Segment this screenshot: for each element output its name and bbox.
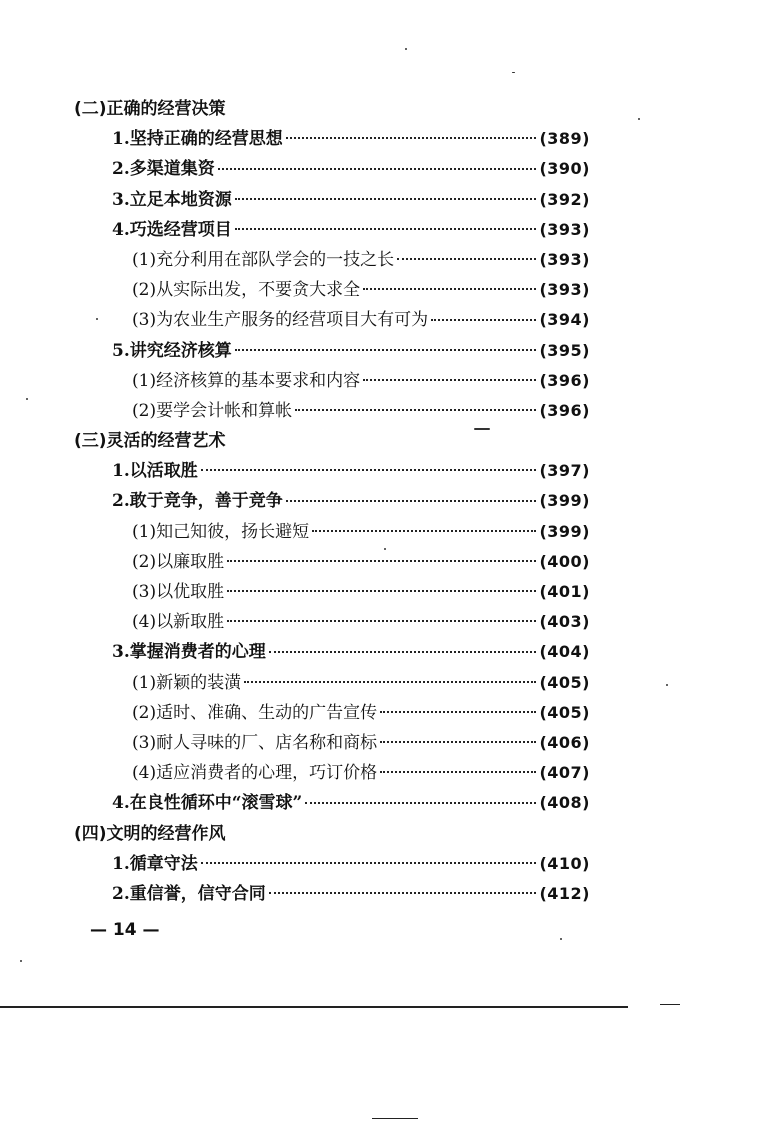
dot-leader — [431, 319, 536, 321]
toc-page-number: (405) — [539, 702, 590, 722]
bottom-rule-short — [660, 1004, 680, 1005]
toc-entry-title: (4)适应消费者的心理，巧订价格 — [132, 763, 378, 784]
toc-entry-title: (1)知己知彼，扬长避短 — [132, 521, 310, 542]
toc-entry — [74, 879, 590, 909]
toc-page-number: (397) — [539, 461, 590, 481]
dot-leader — [363, 379, 536, 381]
dot-leader — [380, 711, 536, 713]
dot-leader — [227, 590, 536, 592]
toc-page-number: (389) — [539, 129, 590, 149]
toc-page-number: (410) — [539, 853, 590, 873]
toc-entry — [74, 849, 590, 879]
toc-entry-title: 1.以活取胜 — [112, 461, 198, 482]
toc-section-heading — [74, 426, 590, 456]
toc-entry-title: 3.掌握消费者的心理 — [112, 642, 266, 663]
bottom-rule — [0, 1006, 628, 1008]
toc-page-number: (392) — [539, 189, 590, 209]
dot-leader — [201, 862, 537, 864]
dot-leader — [286, 137, 537, 139]
toc-page-number: (404) — [539, 642, 590, 662]
toc-section-heading — [74, 819, 590, 849]
toc-entry — [74, 577, 590, 607]
toc-page-number: (394) — [539, 310, 590, 330]
scan-speck — [405, 48, 407, 50]
toc-entry — [74, 728, 590, 758]
toc-entry — [74, 637, 590, 667]
toc-entry-title: (4)以新取胜 — [132, 612, 225, 633]
scan-speck — [20, 960, 22, 962]
toc-entry-title: (3)耐人寻味的厂、店名称和商标 — [132, 732, 378, 753]
toc-entry — [74, 305, 590, 335]
table-of-contents — [74, 94, 590, 909]
toc-entry-title: 2.敢于竞争，善于竞争 — [112, 491, 283, 512]
toc-entry-title: 1.坚持正确的经营思想 — [112, 129, 283, 150]
scan-speck — [638, 118, 640, 120]
toc-entry-title: (2)从实际出发，不要贪大求全 — [132, 280, 361, 301]
toc-entry — [74, 124, 590, 154]
toc-entry-title: 2.多渠道集资 — [112, 159, 215, 180]
toc-entry-title: 3.立足本地资源 — [112, 189, 232, 210]
toc-page-number: (406) — [539, 732, 590, 752]
toc-page-number: (412) — [539, 883, 590, 903]
dot-leader — [380, 741, 536, 743]
dot-leader — [295, 409, 536, 411]
toc-page-number: (393) — [539, 249, 590, 269]
toc-entry-title: 1.循章守法 — [112, 853, 198, 874]
scan-speck — [512, 72, 515, 73]
toc-entry — [74, 486, 590, 516]
toc-entry-title: 4.巧选经营项目 — [112, 219, 232, 240]
toc-entry-title: 5.讲究经济核算 — [112, 340, 232, 361]
dot-leader — [201, 469, 537, 471]
toc-entry — [74, 215, 590, 245]
toc-entry — [74, 245, 590, 275]
toc-section-heading — [74, 94, 590, 124]
toc-entry — [74, 396, 590, 426]
dot-leader — [244, 681, 536, 683]
toc-entry — [74, 517, 590, 547]
toc-entry-title: (2)以廉取胜 — [132, 551, 225, 572]
toc-entry — [74, 788, 590, 818]
toc-page-number: (393) — [539, 280, 590, 300]
dot-leader — [235, 228, 537, 230]
scan-speck — [474, 428, 490, 430]
toc-entry-title: (1)经济核算的基本要求和内容 — [132, 370, 361, 391]
toc-entry-title: (1)新颖的装潢 — [132, 672, 242, 693]
scan-speck — [384, 548, 386, 550]
toc-page-number: (395) — [539, 340, 590, 360]
scan-speck — [96, 318, 98, 320]
page-number: — 14 — — [90, 920, 160, 940]
toc-entry-title: 2.重信誉，信守合同 — [112, 883, 266, 904]
toc-entry-title: (2)适时、准确、生动的广告宣传 — [132, 702, 378, 723]
toc-entry — [74, 668, 590, 698]
dot-leader — [218, 168, 537, 170]
toc-page-number: (396) — [539, 370, 590, 390]
toc-page-number: (390) — [539, 159, 590, 179]
dot-leader — [312, 530, 536, 532]
toc-page-number: (399) — [539, 491, 590, 511]
dot-leader — [227, 560, 536, 562]
toc-entry — [74, 275, 590, 305]
toc-page-number: (408) — [539, 793, 590, 813]
toc-entry-title: (三)灵活的经营艺术 — [74, 431, 226, 452]
toc-page-number: (405) — [539, 672, 590, 692]
toc-entry-title: (四)文明的经营作风 — [74, 823, 226, 844]
toc-entry-title: (3)为农业生产服务的经营项目大有可为 — [132, 310, 429, 331]
dot-leader — [380, 771, 536, 773]
dot-leader — [286, 500, 537, 502]
toc-entry-title: (3)以优取胜 — [132, 582, 225, 602]
toc-entry — [74, 547, 590, 577]
toc-entry — [74, 366, 590, 396]
toc-entry — [74, 698, 590, 728]
scan-speck — [560, 938, 562, 940]
dot-leader — [269, 892, 537, 894]
dot-leader — [235, 349, 537, 351]
toc-page-number: (403) — [539, 612, 590, 632]
toc-entry-title: (1)充分利用在部队学会的一技之长 — [132, 249, 395, 270]
dot-leader — [397, 258, 536, 260]
scan-speck — [26, 398, 28, 400]
bottom-rule-lower — [372, 1118, 418, 1119]
toc-page-number: (401) — [539, 582, 590, 601]
toc-entry — [74, 456, 590, 486]
toc-entry-title: (2)要学会计帐和算帐 — [132, 400, 293, 421]
toc-entry — [74, 336, 590, 366]
dot-leader — [227, 620, 536, 622]
toc-entry-title: (二)正确的经营决策 — [74, 99, 226, 119]
toc-entry-title: 4.在良性循环中“滚雪球” — [112, 793, 303, 814]
toc-page-number: (400) — [539, 551, 590, 571]
dot-leader — [235, 198, 537, 200]
toc-entry — [74, 154, 590, 184]
toc-entry — [74, 185, 590, 215]
toc-entry — [74, 607, 590, 637]
dot-leader — [269, 651, 537, 653]
dot-leader — [305, 802, 536, 804]
toc-entry — [74, 758, 590, 788]
toc-page-number: (407) — [539, 763, 590, 783]
toc-page-number: (399) — [539, 521, 590, 541]
toc-page-number: (396) — [539, 400, 590, 420]
toc-page-number: (393) — [539, 219, 590, 239]
scan-speck — [666, 684, 668, 686]
dot-leader — [363, 288, 536, 290]
